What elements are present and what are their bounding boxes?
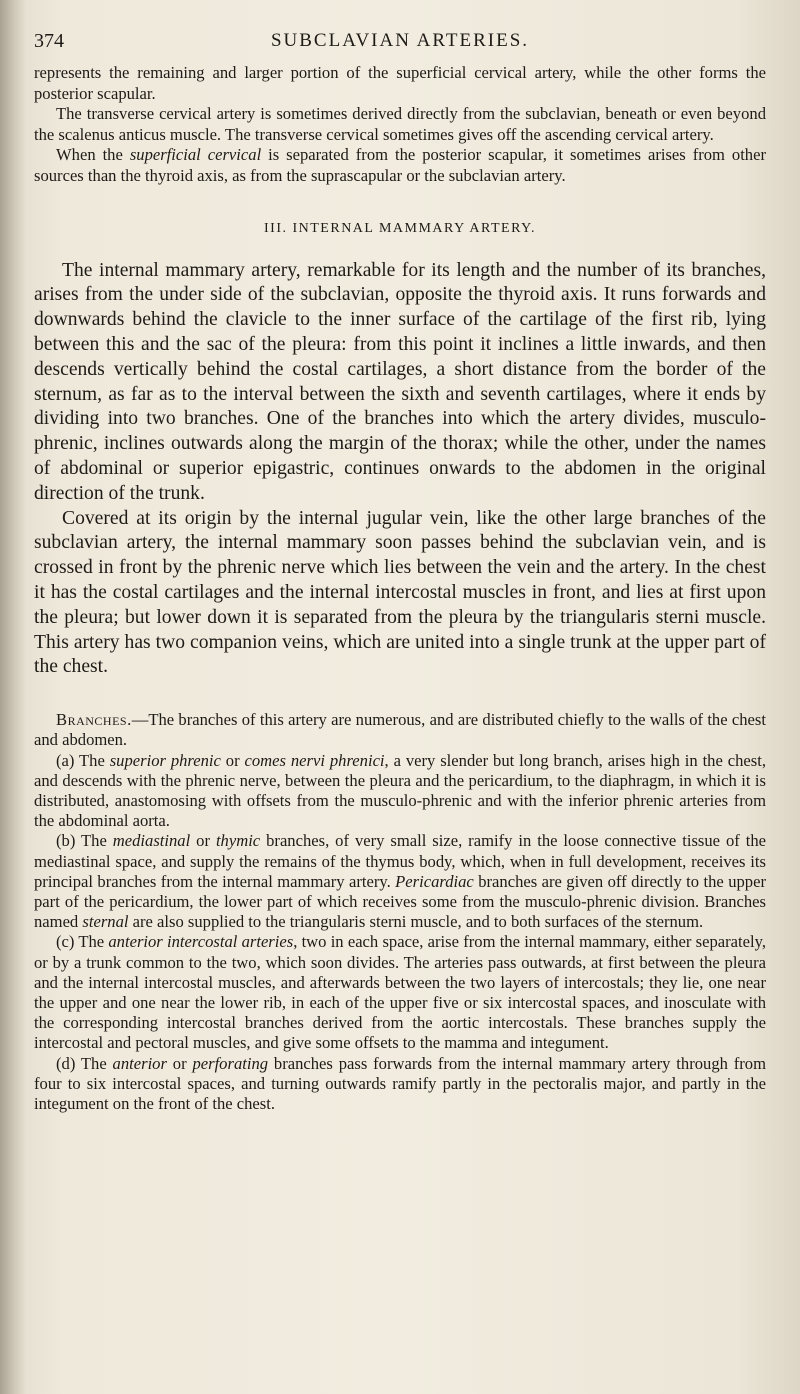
branch-item-d: (d) The anterior or perforating branches pass forwards from the internal mammary artery through from four to six intercostal spaces, and turning outwards ramify partly in the pectoralis major, and partly in the integument on the front of the chest. <box>34 1053 767 1113</box>
running-title: SUBCLAVIAN ARTERIES. <box>270 30 530 51</box>
section-heading: III. INTERNAL MAMMARY ARTERY. <box>264 220 536 236</box>
branch-item-c: (c) The anterior intercostal arteries, two in each space, arise from the internal mammary, either separately, or by a trunk common to the two, which soon divides. The arteries pass outwards, at first between the pleura and the internal intercostal muscles, and afterwards between the two layers of intercostals; they lie, one near the upper and one near the lower rib, in each of the upper five or six intercostal spaces, and inosculate with the corresponding intercostal branches derived from the aortic intercostals. These branches supply the intercostal and pectoral muscles, and give some offsets to the mamma and integument. <box>34 932 766 1053</box>
intro-paragraph-3: When the superficial cervical is separated from the posterior scapular, it sometimes arises from other sources than the thyroid axis, as from the suprascapular or the subclavian artery. <box>34 145 766 185</box>
intro-paragraph-2: The transverse cervical artery is sometimes derived directly from the subclavian, beneath or even beyond the scalenus anticus muscle. The transverse cervical sometimes gives off the ascending cervical artery. <box>34 104 766 144</box>
page-number: 374 <box>34 30 64 52</box>
branches-intro: Branches.—The branches of this artery are numerous, and are distributed chiefly to the walls of the chest and abdomen. <box>34 710 766 750</box>
intro-paragraph-1: represents the remaining and larger portion of the superficial cervical artery, while the other forms the posterior scapular. <box>34 63 766 103</box>
running-head <box>34 30 766 53</box>
body-paragraph-1: The internal mammary artery, remarkable for its length and the number of its branches, arises from the under side of the subclavian, opposite the thyroid axis. It runs forwards and downwards behind the clavicle to the inner surface of the cartilage of the first rib, lying between this and the sac of the pleura: from this point it inclines a little inwards, and then descends vertically behind the costal cartilages, a short distance from the border of the sternum, as far as to the interval between the sixth and seventh cartilages, where it ends by dividing into two branches. One of the branches into which the artery divides, musculo-phrenic, inclines outwards along the margin of the thorax; while the other, under the names of abdominal or superior epigastric, continues onwards to the abdomen in the original direction of the trunk. <box>34 259 766 504</box>
body-paragraph-2: Covered at its origin by the internal jugular vein, like the other large branches of the subclavian artery, the internal mammary soon passes behind the subclavian vein, and is crossed in front by the phrenic nerve which lies between the vein and the artery. In the chest it has the costal cartilages and the internal intercostal muscles in front, and lies at first upon the pleura; but lower down it is separated from the pleura by the triangularis sterni muscle. This artery has two companion veins, which are united into a single trunk at the upper part of the chest. <box>34 507 766 678</box>
branch-item-b: (b) The mediastinal or thymic branches, of very small size, ramify in the loose connective tissue of the mediastinal space, and supply the remains of the thymus body, which, when in full development, receives its principal branches from the internal mammary artery. Pericardiac branches are given off directly to the upper part of the pericardium, the lower part of which receives some from the musculo-phrenic division. Branches named sternal are also supplied to the triangularis sterni muscle, and to both surfaces of the sternum. <box>34 831 767 932</box>
branch-item-a: (a) The superior phrenic or comes nervi phrenici, a very slender but long branch, arises high in the chest, and descends with the phrenic nerve, between the pleura and the pericardium, to the diaphragm, in which it is distributed, anastomosing with offsets from the musculo-phrenic and with the inferior phrenic arteries from the abdominal aorta. <box>34 750 766 831</box>
